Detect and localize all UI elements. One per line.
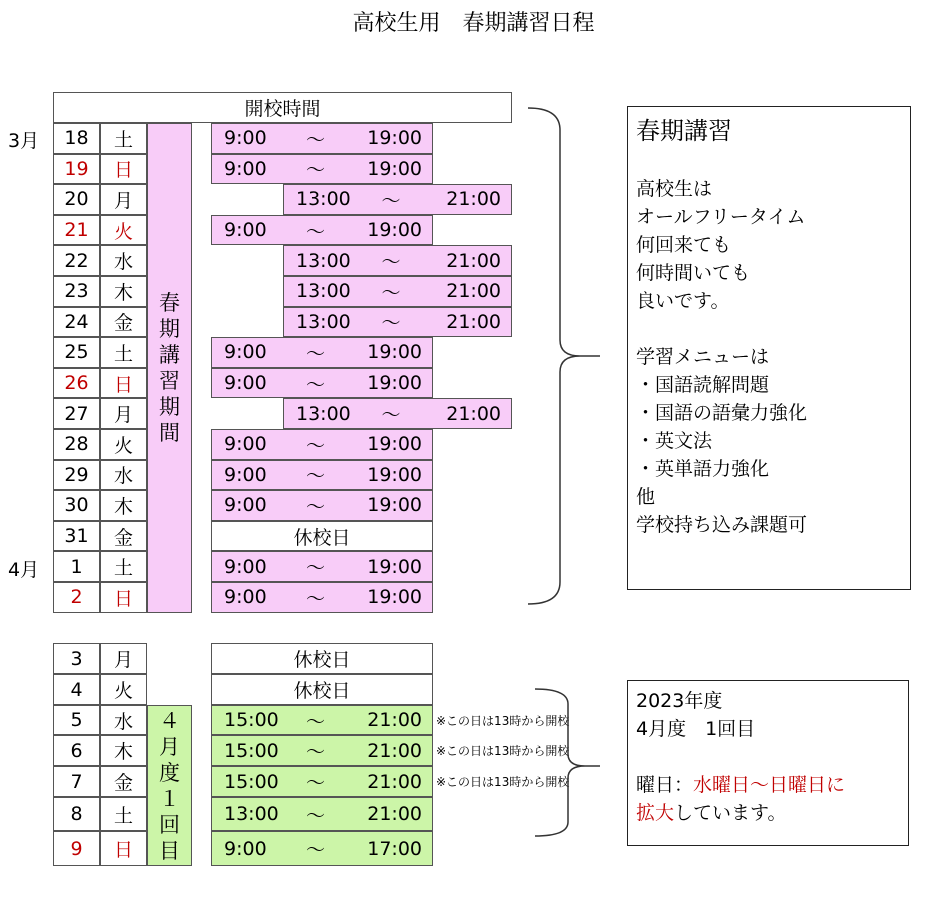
end-time: 19:00 xyxy=(367,157,422,180)
opening-note: ※この日は13時から開校 xyxy=(436,714,570,728)
tilde-separator: 〜 xyxy=(305,839,325,861)
period-char: 期 xyxy=(159,395,180,419)
april-year: 2023年度 xyxy=(636,690,723,712)
start-time: 13:00 xyxy=(224,803,279,825)
tilde-separator: 〜 xyxy=(305,804,325,827)
april-dow-range: 水曜日〜日曜日に xyxy=(693,774,846,796)
date-cell: 30 xyxy=(53,490,100,521)
tilde-separator: 〜 xyxy=(305,159,325,182)
hours-bar xyxy=(211,766,433,797)
end-time: 19:00 xyxy=(367,586,422,609)
info-line: ・国語読解問題 xyxy=(636,374,770,396)
end-time: 19:00 xyxy=(367,494,422,517)
spring-brace xyxy=(520,100,620,620)
info-line: オールフリータイム xyxy=(636,206,806,228)
start-time: 13:00 xyxy=(296,280,351,303)
date-cell: 4 xyxy=(53,674,100,705)
tilde-separator: 〜 xyxy=(381,312,401,335)
hours-bar xyxy=(211,154,433,185)
tilde-separator: 〜 xyxy=(381,281,401,304)
hours-bar xyxy=(211,582,433,613)
info-line: 何時間いても xyxy=(636,262,751,284)
end-time: 21:00 xyxy=(367,709,422,731)
weekday-cell: 木 xyxy=(100,735,147,766)
spring-period-label xyxy=(147,123,192,613)
april-char: 度 xyxy=(159,760,180,785)
date-cell: 6 xyxy=(53,735,100,766)
start-time: 9:00 xyxy=(224,219,267,242)
info-line: 学校持ち込み課題可 xyxy=(636,514,808,536)
date-cell: 18 xyxy=(53,123,100,154)
april-label: 4月 xyxy=(8,559,40,581)
end-time: 17:00 xyxy=(367,837,422,860)
hours-bar xyxy=(283,184,512,215)
end-time: 21:00 xyxy=(367,739,422,762)
weekday-cell: 火 xyxy=(100,674,147,705)
hours-bar xyxy=(211,215,433,246)
april-brace xyxy=(530,684,620,844)
tilde-separator: 〜 xyxy=(305,220,325,243)
start-time: 15:00 xyxy=(224,739,279,762)
start-time: 15:00 xyxy=(224,770,279,793)
weekday-cell: 土 xyxy=(100,337,147,368)
weekday-cell: 金 xyxy=(100,521,147,552)
hours-bar xyxy=(211,705,433,735)
closed-day-bar: 休校日 xyxy=(211,674,433,705)
period-char: 期 xyxy=(159,317,180,341)
hours-bar xyxy=(283,245,512,276)
date-cell: 25 xyxy=(53,337,100,368)
end-time: 19:00 xyxy=(367,555,422,578)
date-cell: 26 xyxy=(53,368,100,399)
hours-bar xyxy=(211,551,433,582)
weekday-cell: 火 xyxy=(100,429,147,460)
info-line: 良いです。 xyxy=(636,290,730,312)
hours-bar xyxy=(211,797,433,831)
end-time: 21:00 xyxy=(367,803,422,825)
date-cell: 27 xyxy=(53,398,100,429)
hours-bar xyxy=(211,735,433,766)
date-cell: 7 xyxy=(53,766,100,797)
opening-note: ※この日は13時から開校 xyxy=(436,775,570,789)
period-char: 間 xyxy=(159,421,180,445)
tilde-separator: 〜 xyxy=(305,434,325,457)
end-time: 19:00 xyxy=(367,219,422,242)
weekday-cell: 月 xyxy=(100,643,147,674)
end-time: 21:00 xyxy=(446,310,501,333)
tilde-separator: 〜 xyxy=(305,557,325,580)
hours-bar xyxy=(211,460,433,491)
info-line: 学習メニューは xyxy=(636,346,770,368)
start-time: 13:00 xyxy=(296,188,351,211)
tilde-separator: 〜 xyxy=(305,710,325,733)
weekday-cell: 水 xyxy=(100,245,147,276)
start-time: 9:00 xyxy=(224,463,267,486)
tilde-separator: 〜 xyxy=(305,741,325,763)
date-cell: 3 xyxy=(53,643,100,674)
end-time: 19:00 xyxy=(367,433,422,456)
date-cell: 28 xyxy=(53,429,100,460)
start-time: 9:00 xyxy=(224,157,267,180)
weekday-cell: 土 xyxy=(100,551,147,582)
april-dow-prefix: 曜日： xyxy=(636,774,694,796)
info-line: 何回来ても xyxy=(636,234,732,256)
weekday-cell: 水 xyxy=(100,460,147,491)
date-cell: 21 xyxy=(53,215,100,246)
hours-bar xyxy=(283,276,512,307)
info-line: ・英文法 xyxy=(636,430,713,452)
hours-bar xyxy=(283,307,512,338)
info-line: ・英単語力強化 xyxy=(636,458,770,480)
april-char: 目 xyxy=(159,838,180,863)
period-char: 春 xyxy=(159,291,180,315)
date-cell: 22 xyxy=(53,245,100,276)
end-time: 21:00 xyxy=(367,770,422,793)
info-line: 他 xyxy=(636,486,656,508)
info-line: 高校生は xyxy=(636,178,713,200)
weekday-cell: 火 xyxy=(100,215,147,246)
tilde-separator: 〜 xyxy=(305,772,325,794)
april-char: ４ xyxy=(159,708,180,733)
tilde-separator: 〜 xyxy=(381,189,401,212)
period-char: 習 xyxy=(159,369,180,393)
hours-bar xyxy=(211,831,433,866)
tilde-separator: 〜 xyxy=(381,404,401,427)
end-time: 21:00 xyxy=(446,402,501,425)
start-time: 15:00 xyxy=(224,709,279,731)
info-line: ・国語の語彙力強化 xyxy=(636,402,808,424)
april-round: 4月度 1回目 xyxy=(636,718,756,740)
tilde-separator: 〜 xyxy=(305,587,325,610)
start-time: 9:00 xyxy=(224,341,267,364)
closed-day-bar: 休校日 xyxy=(211,643,433,674)
end-time: 21:00 xyxy=(446,280,501,303)
weekday-cell: 月 xyxy=(100,184,147,215)
start-time: 9:00 xyxy=(224,372,267,395)
weekday-cell: 土 xyxy=(100,797,147,831)
weekday-cell: 木 xyxy=(100,490,147,521)
start-time: 9:00 xyxy=(224,127,267,150)
weekday-cell: 日 xyxy=(100,582,147,613)
tilde-separator: 〜 xyxy=(305,342,325,365)
weekday-cell: 金 xyxy=(100,307,147,338)
period-char: 講 xyxy=(159,343,180,367)
end-time: 19:00 xyxy=(367,341,422,364)
weekday-cell: 木 xyxy=(100,276,147,307)
weekday-cell: 月 xyxy=(100,398,147,429)
date-cell: 19 xyxy=(53,154,100,185)
april-char: １ xyxy=(159,786,180,811)
info-line xyxy=(636,315,902,343)
april-char: 月 xyxy=(159,734,180,759)
april-char: 回 xyxy=(159,812,180,837)
april-expanded-rest: しています。 xyxy=(674,802,787,824)
date-cell: 23 xyxy=(53,276,100,307)
hours-bar xyxy=(211,123,433,154)
tilde-separator: 〜 xyxy=(381,251,401,274)
weekday-cell: 日 xyxy=(100,831,147,866)
weekday-cell: 金 xyxy=(100,766,147,797)
end-time: 19:00 xyxy=(367,372,422,395)
tilde-separator: 〜 xyxy=(305,128,325,151)
tilde-separator: 〜 xyxy=(305,373,325,396)
hours-bar xyxy=(211,429,433,460)
tilde-separator: 〜 xyxy=(305,495,325,518)
start-time: 9:00 xyxy=(224,837,267,860)
weekday-cell: 日 xyxy=(100,368,147,399)
april-info-box xyxy=(627,680,909,846)
end-time: 21:00 xyxy=(446,249,501,272)
start-time: 13:00 xyxy=(296,249,351,272)
hours-bar xyxy=(283,398,512,429)
date-cell: 31 xyxy=(53,521,100,552)
start-time: 13:00 xyxy=(296,402,351,425)
march-label: 3月 xyxy=(8,130,40,152)
weekday-cell: 日 xyxy=(100,154,147,185)
hours-bar xyxy=(211,337,433,368)
end-time: 19:00 xyxy=(367,127,422,150)
start-time: 9:00 xyxy=(224,433,267,456)
start-time: 9:00 xyxy=(224,586,267,609)
april-period-label xyxy=(147,705,192,866)
hours-bar xyxy=(211,490,433,521)
page-title: 高校生用 春期講習日程 xyxy=(352,11,595,36)
weekday-cell: 水 xyxy=(100,705,147,735)
date-cell: 20 xyxy=(53,184,100,215)
date-cell: 8 xyxy=(53,797,100,831)
closed-day-bar: 休校日 xyxy=(211,521,433,552)
info-heading: 春期講習 xyxy=(636,117,732,145)
date-cell: 29 xyxy=(53,460,100,491)
date-cell: 2 xyxy=(53,582,100,613)
date-cell: 5 xyxy=(53,705,100,735)
date-cell: 9 xyxy=(53,831,100,866)
hours-bar xyxy=(211,368,433,399)
opening-hours-header: 開校時間 xyxy=(53,92,512,123)
spring-info-box xyxy=(627,106,911,590)
tilde-separator: 〜 xyxy=(305,465,325,488)
start-time: 9:00 xyxy=(224,555,267,578)
end-time: 19:00 xyxy=(367,463,422,486)
start-time: 13:00 xyxy=(296,310,351,333)
end-time: 21:00 xyxy=(446,188,501,211)
weekday-cell: 土 xyxy=(100,123,147,154)
date-cell: 24 xyxy=(53,307,100,338)
april-expanded: 拡大 xyxy=(636,802,675,824)
opening-note: ※この日は13時から開校 xyxy=(436,744,570,758)
date-cell: 1 xyxy=(53,551,100,582)
start-time: 9:00 xyxy=(224,494,267,517)
